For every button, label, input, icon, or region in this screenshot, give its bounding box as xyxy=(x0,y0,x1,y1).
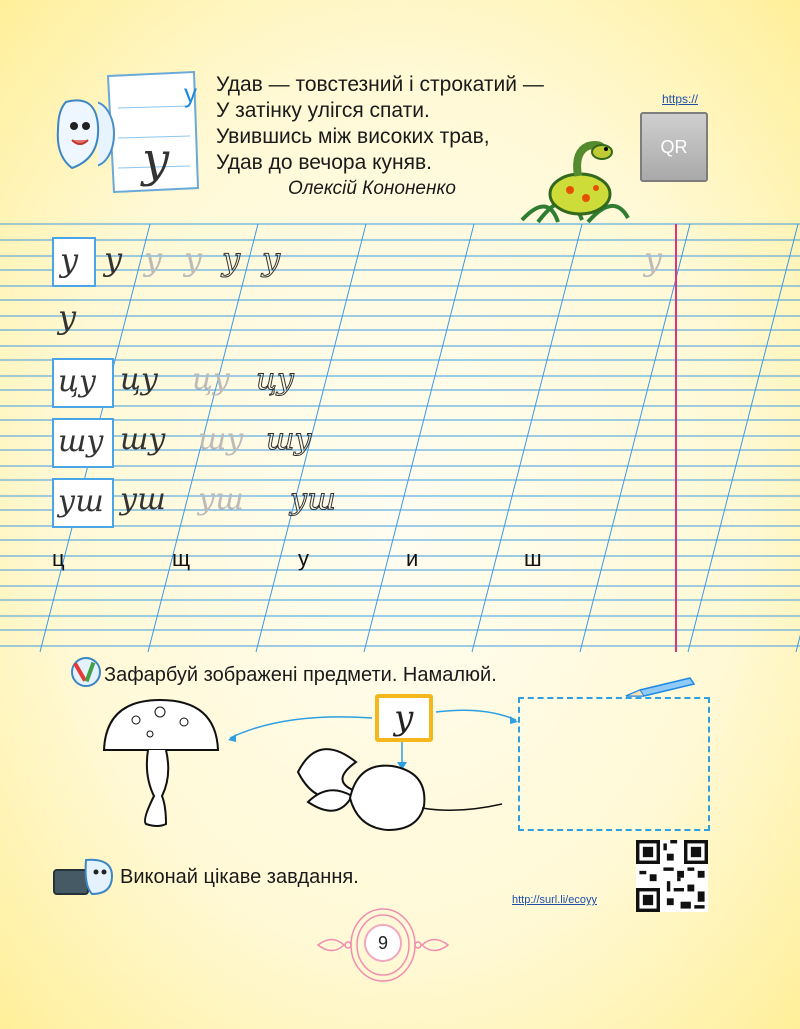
dotted-letter: у xyxy=(262,240,281,278)
art-supplies-icon xyxy=(70,656,102,688)
poem-line-2: У затінку улігся спати. xyxy=(216,99,430,122)
sample-box-tsu xyxy=(52,358,114,408)
gray-syllable: цу xyxy=(192,362,231,397)
dotted-syllable: цу xyxy=(256,362,295,397)
sample-syllable: уш xyxy=(58,484,104,519)
gray-letter: у xyxy=(644,240,663,278)
poem-line-4: Удав до вечора куняв. xyxy=(216,151,432,174)
dotted-letter: у xyxy=(222,240,241,278)
poem-line-1: Удав — товстезний і строкатий — xyxy=(216,73,544,96)
center-letter-box: у xyxy=(375,694,433,742)
sample-syllable: шу xyxy=(58,424,104,459)
gray-letter: у xyxy=(144,240,163,278)
print-letter: и xyxy=(406,546,419,571)
page-number: 9 xyxy=(364,924,402,962)
resource-link[interactable]: https:// xyxy=(662,92,699,106)
sample-syllable: цу xyxy=(58,364,97,399)
written-syllable: шу xyxy=(120,422,166,457)
radish-illustration xyxy=(288,732,504,838)
dotted-syllable: шу xyxy=(266,422,312,457)
qr-code-icon[interactable] xyxy=(635,840,709,912)
print-letter: ш xyxy=(524,546,542,571)
print-letter: ц xyxy=(52,546,65,571)
task-coloring-instruction: Зафарбуй зображені предмети. Намалюй. xyxy=(104,664,497,686)
written-letter: у xyxy=(104,240,123,278)
sample-box-u xyxy=(52,237,96,287)
poem-line-3: Увившись між високих трав, xyxy=(216,125,490,148)
mushroom-illustration xyxy=(96,696,226,828)
gray-syllable: уш xyxy=(198,482,244,517)
sample-box-ush xyxy=(52,478,114,528)
sample-letter: у xyxy=(60,241,79,279)
drawing-area[interactable] xyxy=(518,697,710,831)
written-syllable: уш xyxy=(120,482,166,517)
task-link[interactable]: http://surl.li/ecoyy xyxy=(512,894,597,906)
print-letter: щ xyxy=(172,546,191,571)
print-letter: у xyxy=(298,546,309,571)
gray-syllable: шу xyxy=(198,422,244,457)
dotted-syllable: уш xyxy=(290,482,336,517)
header-letter: у xyxy=(184,78,197,108)
gray-letter: у xyxy=(184,240,203,278)
poem-author: Олексій Кононенко xyxy=(288,178,456,199)
tablet-mascot-icon xyxy=(52,856,118,896)
task-interactive-instruction: Виконай цікаве завдання. xyxy=(120,866,359,888)
svg-text:у: у xyxy=(142,132,170,188)
qr-placeholder[interactable]: QR xyxy=(640,112,708,182)
sample-box-shu xyxy=(52,418,114,468)
written-syllable: цу xyxy=(120,362,159,397)
written-letter: у xyxy=(58,298,77,336)
